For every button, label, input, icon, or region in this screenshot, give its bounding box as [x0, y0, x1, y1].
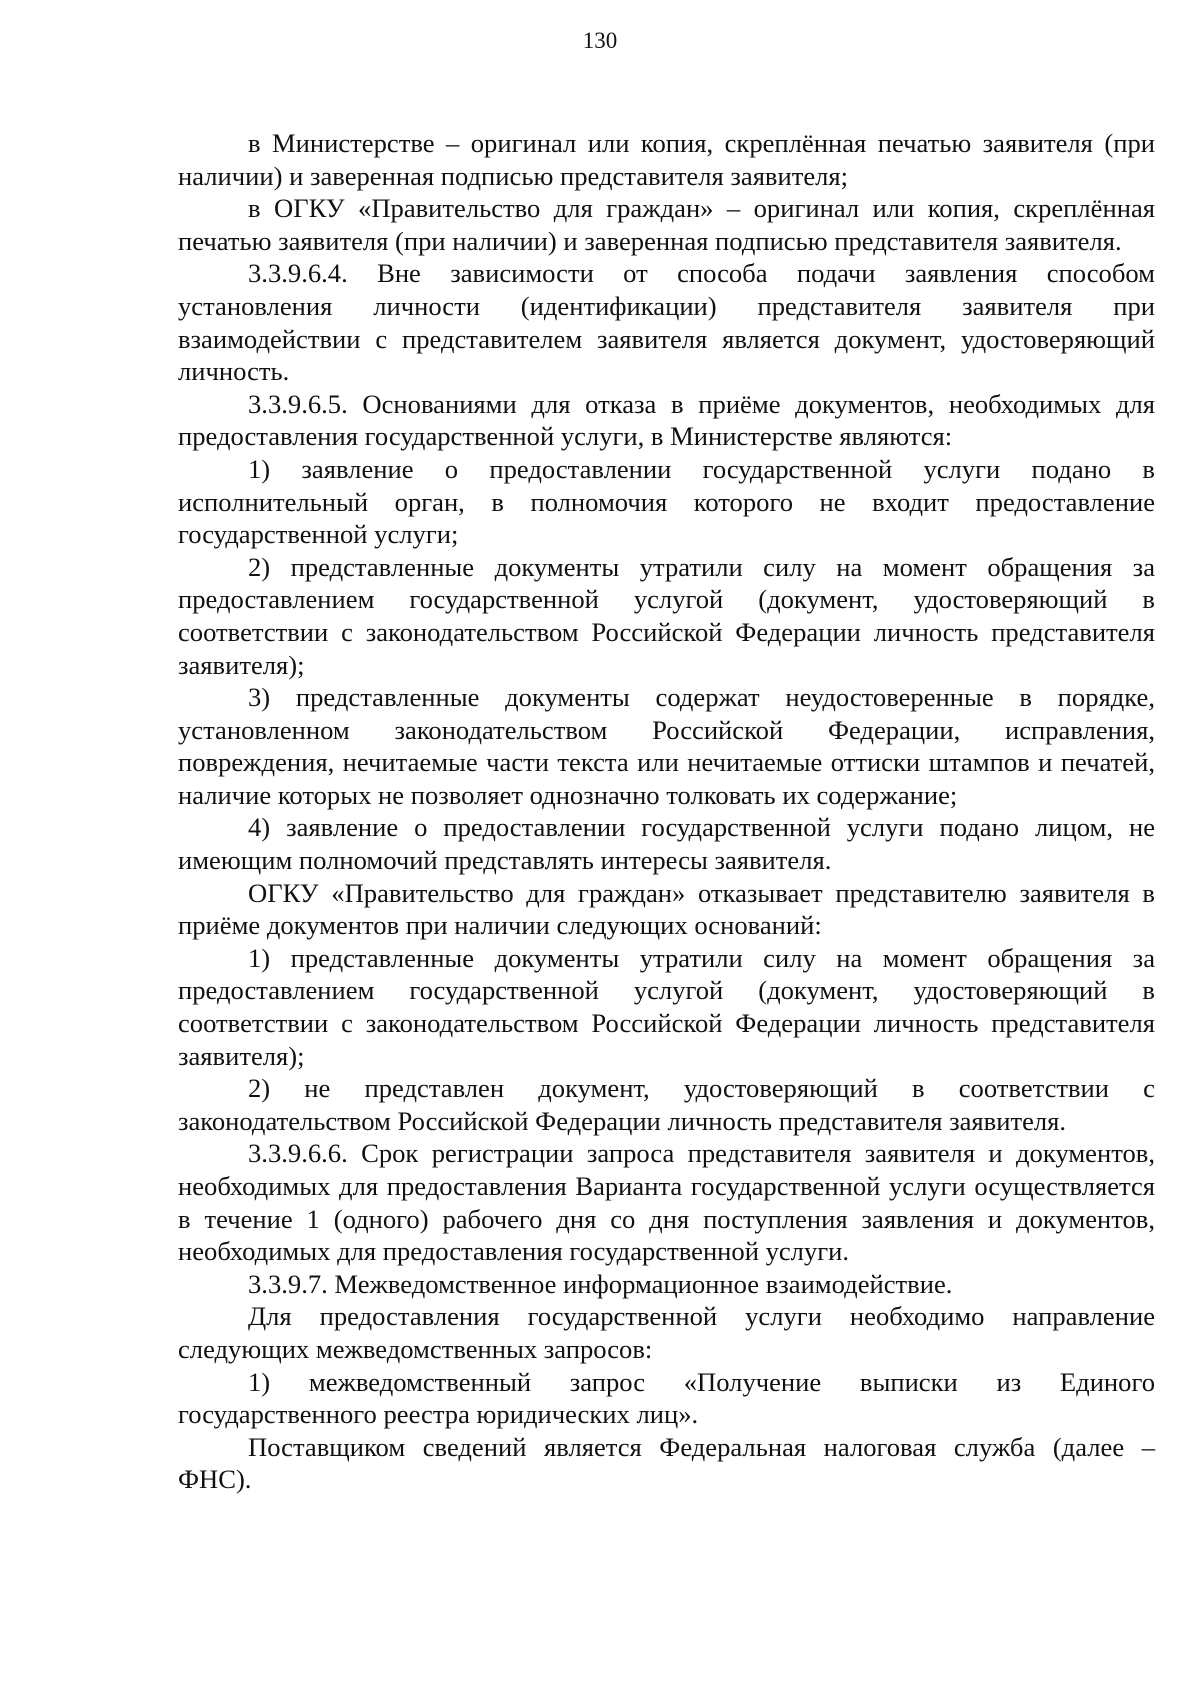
list-item-refusal-3: 3) представленные документы содержат неудостоверенные в порядке, установленном законодательством Российской Федерации, исправления, повреждения, нечитаемые части текста или нечитаемые оттиски штампов и печатей, наличие которых не позволяет однозначно толковать их содержание; [178, 682, 1155, 810]
paragraph-fns-provider: Поставщиком сведений является Федеральная налоговая служба (далее – ФНС). [178, 1431, 1155, 1495]
paragraph-ministry-copy: в Министерстве – оригинал или копия, скреплённая печатью заявителя (при наличии) и заверенная подписью представителя заявителя; [178, 128, 1155, 191]
list-item-refusal-4: 4) заявление о предоставлении государственной услуги подано лицом, не имеющим полномочий представлять интересы заявителя. [178, 812, 1155, 876]
list-item-ogku-refusal-2: 2) не представлен документ, удостоверяющий в соответствии с законодательством Российской Федерации личность представителя заявителя. [178, 1073, 1155, 1136]
paragraph-3-3-9-6-4: 3.3.9.6.4. Вне зависимости от способа подачи заявления способом установления личности (идентификации) представителя заявителя при взаимодействии с представителем заявителя является документ, удостоверяющий личность. [178, 258, 1155, 387]
paragraph-ogku-copy: в ОГКУ «Правительство для граждан» – оригинал или копия, скреплённая печатью заявителя (при наличии) и заверенная подписью представителя заявителя. [178, 193, 1155, 256]
paragraph-ogku-refusal: ОГКУ «Правительство для граждан» отказывает представителю заявителя в приёме документов при наличии следующих оснований: [178, 877, 1155, 941]
paragraph-3-3-9-6-6: 3.3.9.6.6. Срок регистрации запроса представителя заявителя и документов, необходимых для предоставления Варианта государственной услуги осуществляется в течение 1 (одного) рабочего дня со дня поступления заявления и документов, необходимых для предоставления государственной услуги. [178, 1138, 1155, 1267]
list-item-egrul-request: 1) межведомственный запрос «Получение выписки из Единого государственного реестра юридических лиц». [178, 1366, 1155, 1430]
paragraph-3-3-9-6-5: 3.3.9.6.5. Основаниями для отказа в приёме документов, необходимых для предоставления государственной услуги, в Министерстве являются: [178, 388, 1155, 452]
list-item-refusal-2: 2) представленные документы утратили силу на момент обращения за предоставлением государственной услугой (документ, удостоверяющий в соответствии с законодательством Российской Федерации личность представителя заявителя); [178, 551, 1155, 680]
list-item-ogku-refusal-1: 1) представленные документы утратили силу на момент обращения за предоставлением государственной услугой (документ, удостоверяющий в соответствии с законодательством Российской Федерации личность представителя заявителя); [178, 942, 1155, 1071]
document-body [178, 127, 1155, 1496]
paragraph-3-3-9-7: 3.3.9.7. Межведомственное информационное взаимодействие. [248, 1268, 953, 1299]
paragraph-interagency-requests: Для предоставления государственной услуги необходимо направление следующих межведомственных запросов: [178, 1301, 1155, 1364]
list-item-refusal-1: 1) заявление о предоставлении государственной услуги подано в исполнительный орган, в полномочия которого не входит предоставление государственной услуги; [178, 453, 1155, 550]
page-number: 130 [582, 28, 618, 53]
